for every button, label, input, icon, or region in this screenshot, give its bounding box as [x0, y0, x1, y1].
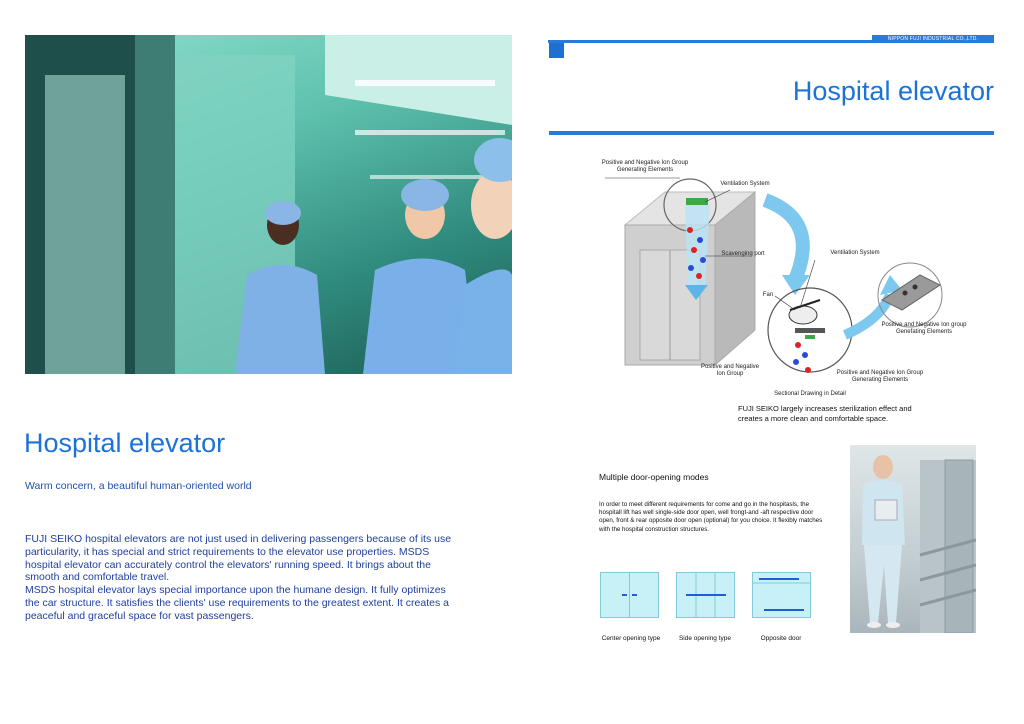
opposite-door-graphic: [753, 573, 810, 617]
hero-photo-doctors-in-elevator: [25, 35, 512, 374]
sterilization-text: FUJI SEIKO largely increases sterilization effect and creates a more clean and comfortable space.: [738, 404, 912, 423]
label-ion-generating-bottom: Positive and Negative Ion Group Generating Elements: [836, 370, 924, 383]
door-label-side: Side opening type: [678, 635, 732, 642]
right-page-title: Hospital elevator: [792, 76, 994, 106]
label-scavenging-port: Scavenging port: [721, 251, 765, 257]
door-label-center: Center opening type: [601, 635, 661, 642]
door-modes-heading: Multiple door-opening modes: [599, 472, 709, 482]
diagram-graphic: [590, 150, 970, 405]
label-sectional-drawing: Sectional Drawing in Detail: [774, 391, 846, 397]
opposite-door-diagram: [752, 572, 811, 618]
label-ventilation-right: Ventilation System: [830, 250, 880, 256]
ion-ventilation-diagram: [590, 150, 970, 405]
label-fan: Fan: [762, 292, 774, 298]
center-opening-graphic: [601, 573, 658, 617]
side-opening-graphic: [677, 573, 734, 617]
door-label-opposite: Opposite door: [760, 635, 802, 642]
label-ventilation-left: Ventilation System: [720, 181, 770, 187]
title-rule: [549, 131, 994, 135]
left-page-title: Hospital elevator: [24, 428, 226, 458]
side-opening-diagram: [676, 572, 735, 618]
label-ion-generating-right: Positive and Negative Ion group Genefating Elements: [881, 322, 967, 335]
body-paragraph-2: MSDS hospital elevator lays special importance upon the humane design. It fully optimizes the car structure. It satisfies the clients' use requirements to the greatest extent. It creates a peaceful and graceful space for vast passengers.: [25, 584, 449, 622]
door-modes-body: In order to meet different requirements for come and go in the hospitasls, the hospitall lift has well single-side door open, well frongt-and -aft respective door open, front & rear opposite door open (optional) for you choice. It flexibly matches with the hospital construction structures.: [599, 501, 823, 533]
left-page-subtitle: Warm concern, a beautiful human-oriented world: [25, 480, 252, 492]
left-page-body: [25, 533, 455, 623]
center-opening-diagram: [600, 572, 659, 618]
corner-accent-square: [549, 43, 564, 58]
body-paragraph-1: FUJI SEIKO hospital elevators are not just used in delivering passengers because of its use particularity, it has special and strict requirements to the elevator use properties. MSDS hospital elevator can accurately control the elevators' running speed. It brings about the smooth and comfortable travel.: [25, 533, 452, 584]
label-ion-group: Positive and Negative Ion Group: [700, 364, 760, 377]
label-ion-generating-top: Positive and Negative Ion Group Generating Elements: [601, 160, 689, 173]
company-name-tab: NIPPON FUJI INDUSTRIAL CO.,LTD.: [872, 35, 994, 43]
staff-photo-doctor-in-elevator: [850, 445, 976, 633]
